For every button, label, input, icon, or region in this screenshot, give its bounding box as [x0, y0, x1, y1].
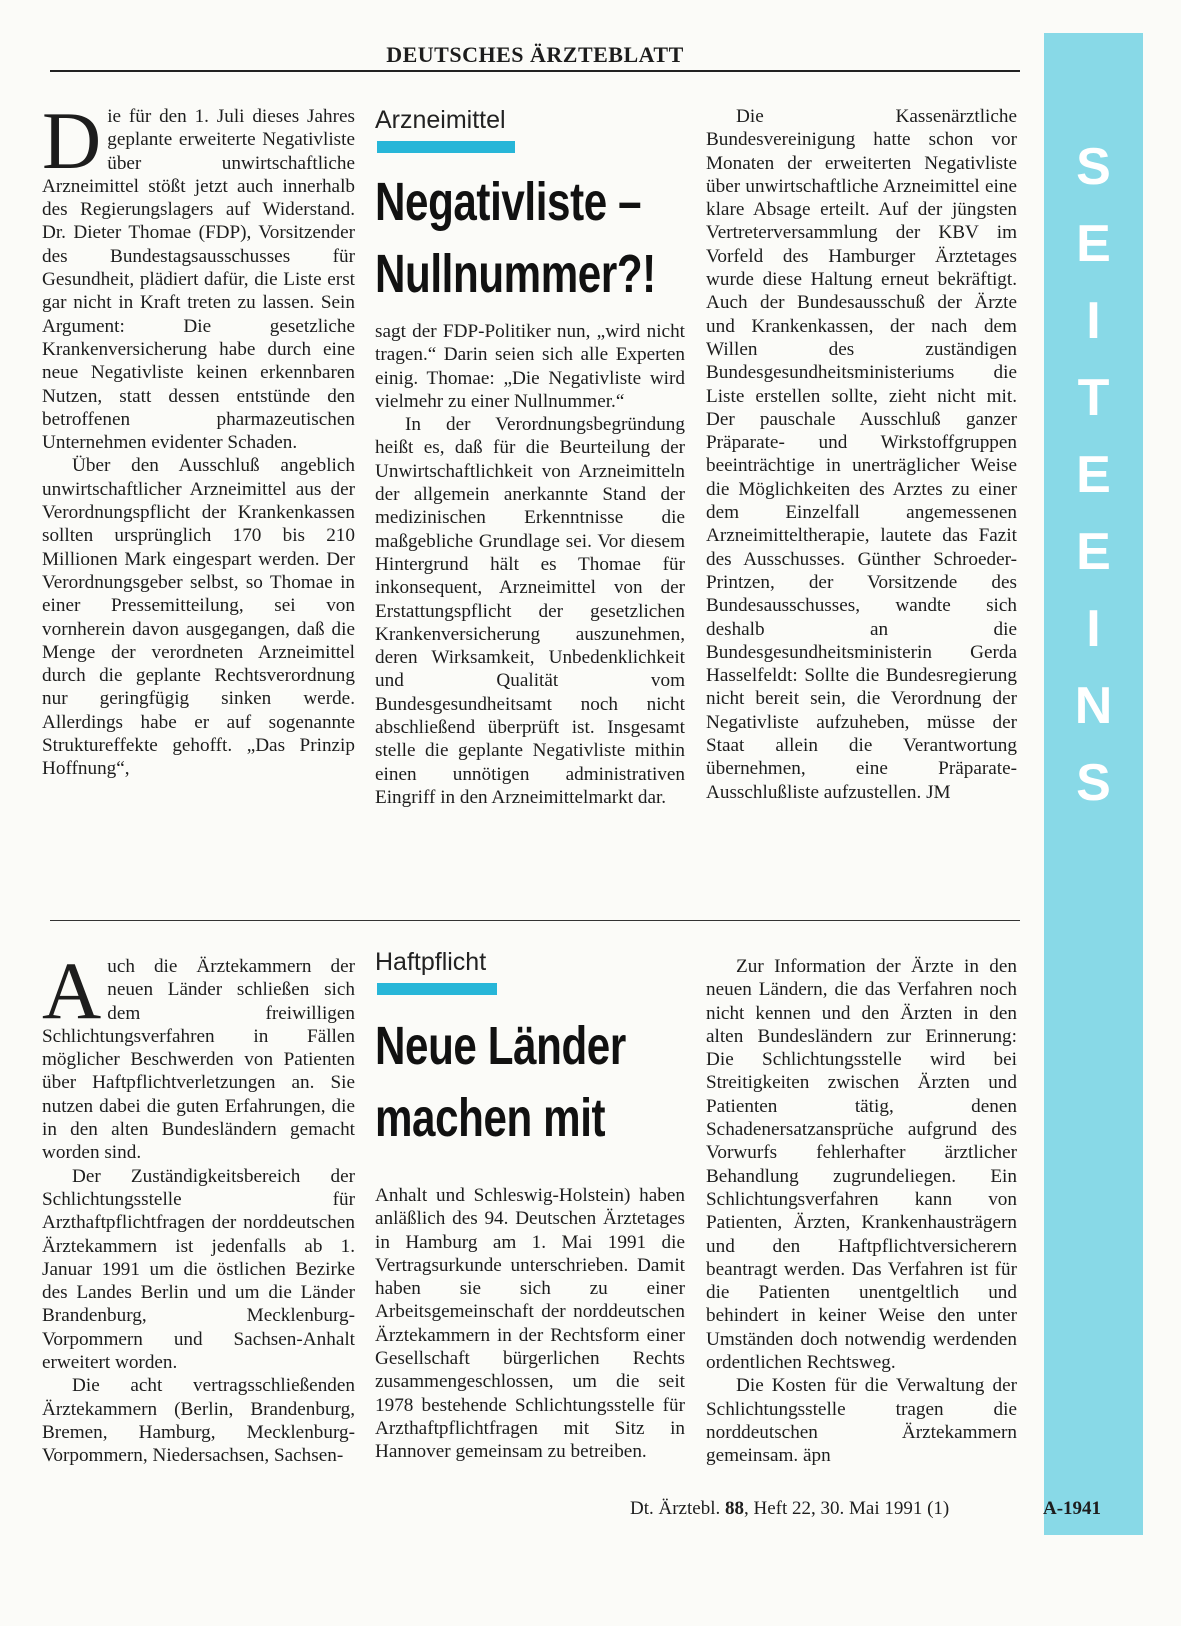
article2-paragraph: Der Zuständigkeitsbereich der Schlichtungsstelle für Arzthaftpflichtfragen der norddeutschen Ärztekammern ist jedenfalls ab 1. Januar 1991 um die östlichen Bezirke des Landes Berlin und um die Länder Brandenburg, Mecklenburg-Vorpommern und Sachsen-Anhalt erweitert worden.	[42, 1165, 355, 1374]
sidebar-letter: E	[1076, 523, 1111, 581]
masthead-title: DEUTSCHES ÄRZTEBLATT	[386, 42, 684, 67]
footer-issue: , Heft 22, 30. Mai 1991 (1)	[743, 1498, 950, 1519]
drop-cap: A	[42, 945, 102, 1036]
article1-headline	[375, 166, 656, 310]
section-sidebar	[1044, 33, 1143, 1535]
article1-paragraph: sagt der FDP-Politiker nun, „wird nicht tragen.“ Darin seien sich alle Experten einig. Thomae: „Die Negativliste wird vielmehr zu einer Nullnummer.“	[375, 321, 685, 412]
article2-headline	[375, 1010, 626, 1154]
article1-column1	[42, 95, 355, 781]
footer-citation	[630, 1498, 949, 1520]
article2-paragraph: Die acht vertragsschließenden Ärztekammern (Berlin, Brandenburg, Bremen, Hamburg, Mecklenburg-Vorpommern, Niedersachsen, Sachsen-	[42, 1375, 355, 1467]
sidebar-letter: N	[1074, 677, 1113, 735]
article-divider	[50, 920, 1020, 921]
headline-line: machen mit	[375, 1088, 606, 1148]
rubric-accent-bar	[377, 983, 497, 995]
article2-column3	[706, 955, 1017, 1468]
headline-line: Neue Länder	[375, 1016, 626, 1076]
sidebar-letter: S	[1076, 138, 1111, 196]
footer-volume: 88	[724, 1498, 744, 1519]
article1-paragraph: Die Kassenärztliche Bundesvereinigung hatte schon vor Monaten der erweiterten Negativliste über unwirtschaftliche Arzneimittel eine klare Absage erteilt. Auf der jüngsten Vertreterversammlung der KBV im Vorfeld des Hamburger Ärztetages wurde diese Haltung erneut bekräftigt. Auch der Bundesausschuß der Ärzte und Krankenkassen, der nach dem Willen des zuständigen Bundesgesundheitsministeriums die Liste erstellen sollte, zieht nicht mit. Der pauschale Ausschluß ganzer Präparate- und Wirkstoffgruppen beeinträchtige in unerträglicher Weise die Möglichkeiten des Arztes zu einer dem Einzelfall angemessenen Arzneimitteltherapie, lautete das Fazit des Ausschusses. Günther Schroeder-Printzen, der Vorsitzende des Bundesausschusses, wandte sich deshalb an die Bundesgesundheitsministerin Gerda Hasselfeldt: Sollte die Bundesregierung nicht bereit sein, die Verordnung der Negativliste aufzuheben, müsse der Staat allein die Verantwortung übernehmen, eine Präparate-Ausschlußliste aufzustellen. JM	[706, 106, 1017, 803]
sidebar-letter: E	[1076, 215, 1111, 273]
article1-paragraph: In der Verordnungsbegründung heißt es, daß für die Beurteilung der Unwirtschaftlichkeit von Arzneimitteln der allgemein anerkannte Stand der medizinischen Erkenntnisse die maßgebliche Grundlage sei. Vor diesem Hintergrund hält es Thomae für inkonsequent, Arzneimittel von der Erstattungspflicht der gesetzlichen Krankenversicherung auszunehmen, deren Wirksamkeit, Unbedenklichkeit und Qualität vom Bundesgesundheitsamt noch nicht abschließend überprüft ist. Insgesamt stelle die geplante Negativliste mithin einen unnötigen administrativen Eingriff in den Arzneimittelmarkt dar.	[375, 414, 685, 808]
article1-column3	[706, 105, 1017, 804]
sidebar-letter: E	[1076, 446, 1111, 504]
rubric-accent-bar	[377, 141, 515, 153]
article2-paragraph: uch die Ärztekammern der neuen Länder schließen sich dem freiwilligen Schlichtungsverfahren in Fällen möglicher Beschwerden von Patienten über Haftpflichtverletzungen an. Sie nutzen dabei die guten Erfahrungen, die in den alten Bundesländern gemacht worden sind.	[42, 956, 355, 1164]
headline-line: Nullnummer?!	[375, 244, 656, 304]
article1-paragraph: Über den Ausschluß angeblich unwirtschaftlicher Arzneimittel aus der Verordnungspflicht der Krankenkassen sollten ursprünglich 170 bis 210 Millionen Mark eingespart werden. Der Verordnungsgeber selbst, so Thomae in einer Pressemitteilung, sei von vornherein davon ausgegangen, daß die Menge der verordneten Arzneimittel durch die geplante Rechtsverordnung nur geringfügig sinken werde. Allerdings habe er auf sogenannte Struktureffekte gehofft. „Das Prinzip Hoffnung“,	[42, 455, 355, 780]
article2-paragraph: Die Kosten für die Verwaltung der Schlichtungsstelle tragen die norddeutschen Ärztekammern gemeinsam. äpn	[706, 1375, 1017, 1467]
drop-cap: D	[42, 95, 102, 186]
sidebar-letter: I	[1086, 600, 1101, 658]
sidebar-letter: I	[1086, 292, 1101, 350]
footer-journal: Dt. Ärztebl.	[630, 1498, 721, 1519]
article1-column2	[375, 320, 685, 809]
article2-column1	[42, 945, 355, 1468]
article2-rubric: Haftpflicht	[375, 948, 487, 976]
headline-line: Negativliste –	[375, 172, 642, 232]
sidebar-letter: T	[1077, 369, 1110, 427]
article1-paragraph: ie für den 1. Juli dieses Jahres geplante erweiterte Negativliste über unwirtschaftliche Arzneimittel stößt jetzt auch innerhalb des Regierungslagers auf Widerstand. Dr. Dieter Thomae (FDP), Vorsitzender des Bundestagsausschusses für Gesundheit, plädiert dafür, die Liste erst gar nicht in Kraft treten zu lassen. Sein Argument: Die gesetzliche Krankenversicherung habe durch eine neue Negativliste keinen erkennbaren Nutzen, statt dessen entstünde den betroffenen pharmazeutischen Unternehmen evidenter Schaden.	[42, 106, 355, 454]
sidebar-letter: S	[1076, 754, 1111, 812]
article2-paragraph: Zur Information der Ärzte in den neuen Ländern, die das Verfahren noch nicht kennen und den Ärzten in den alten Bundesländern zur Erinnerung: Die Schlichtungsstelle wird bei Streitigkeiten zwischen Ärzten und Patienten tätig, denen Schadenersatzansprüche aufgrund des Vorwurfs fehlerhafter ärztlicher Behandlung zugrundeliegen. Ein Schlichtungsverfahren kann von Patienten, Ärzten, Krankenhausträgern und den Haftpflichtversicherern beantragt werden. Das Verfahren ist für die Patienten unentgeltlich und behindert in keiner Weise den unter Umständen doch notwendig werdenden ordentlichen Rechtsweg.	[706, 956, 1017, 1374]
page-number: A-1941	[1043, 1498, 1102, 1519]
article2-paragraph: Anhalt und Schleswig-Holstein) haben anläßlich des 94. Deutschen Ärztetages in Hamburg am 1. Mai 1991 die Vertragsurkunde unterschrieben. Damit haben sie sich zu einer Arbeitsgemeinschaft der norddeutschen Ärztekammern in der Rechtsform einer Gesellschaft bürgerlichen Rechts zusammengeschlossen, um die seit 1978 bestehende Schlichtungsstelle für Arzthaftpflichtfragen mit Sitz in Hannover gemeinsam zu betreiben.	[375, 1185, 685, 1463]
article1-rubric: Arzneimittel	[375, 106, 506, 134]
masthead	[50, 40, 1020, 72]
article2-column2	[375, 1184, 685, 1464]
